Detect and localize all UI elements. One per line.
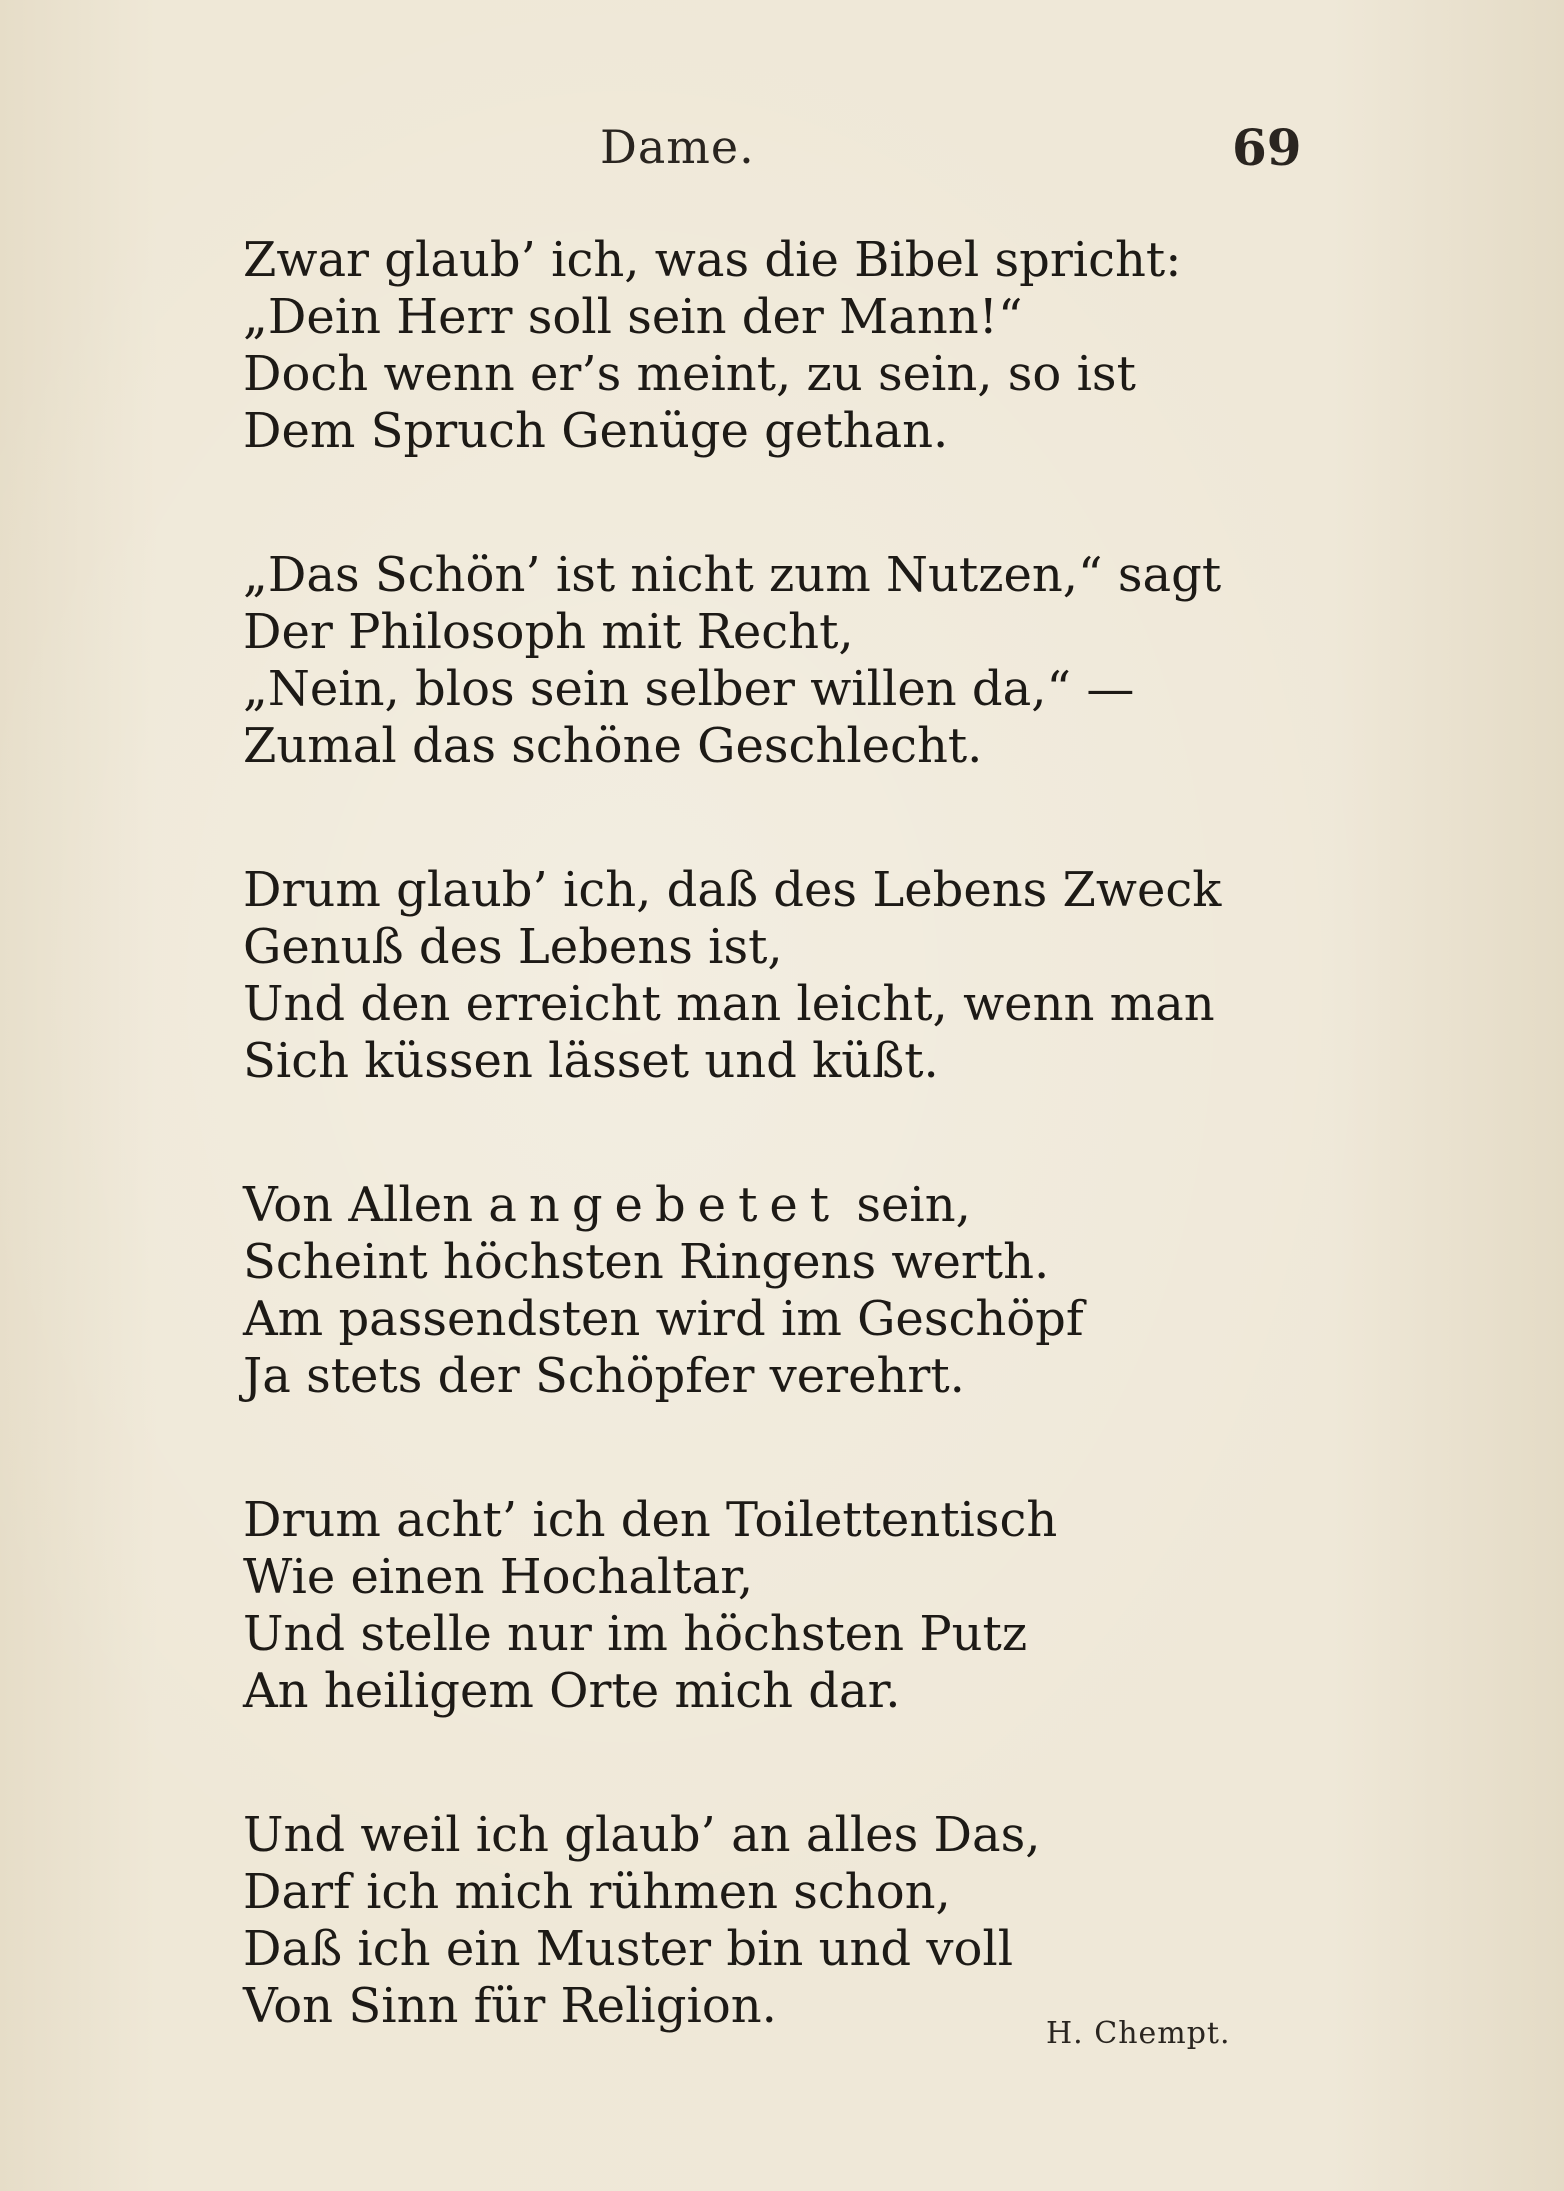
verse-line bbox=[243, 1177, 1243, 1234]
verse-line: Drum glaub’ ich, daß des Lebens Zweck bbox=[243, 862, 1222, 918]
verse-line: Daß ich ein Muster bin und voll bbox=[243, 1921, 1014, 1977]
verse-line: Und weil ich glaub’ an alles Das, bbox=[243, 1807, 1041, 1863]
verse-line: Und den erreicht man leicht, wenn man bbox=[243, 976, 1215, 1032]
verse-line: Am passendsten wird im Geschöpf bbox=[243, 1291, 1084, 1347]
stanza-3 bbox=[243, 862, 1243, 1090]
verse-line: Genuß des Lebens ist, bbox=[243, 919, 783, 975]
verse-line: Drum acht’ ich den Toilettentisch bbox=[243, 1492, 1058, 1548]
spaced-word: angebetet bbox=[488, 1177, 842, 1233]
verse-line: Sich küssen lässet und küßt. bbox=[243, 1033, 939, 1089]
running-title: Dame. bbox=[600, 120, 755, 174]
page-number: 69 bbox=[1232, 118, 1302, 177]
verse-line: Und stelle nur im höchsten Putz bbox=[243, 1606, 1028, 1662]
verse-line-end: sein, bbox=[856, 1177, 971, 1233]
verse-line: Wie einen Hochaltar, bbox=[243, 1549, 754, 1605]
verse-line: „Nein, blos sein selber willen da,“ — bbox=[243, 661, 1135, 717]
verse-line: „Dein Herr soll sein der Mann!“ bbox=[243, 289, 1023, 345]
stanza-5 bbox=[243, 1492, 1243, 1720]
stanza-4 bbox=[243, 1177, 1243, 1405]
stanza-1 bbox=[243, 232, 1243, 460]
verse-line: Darf ich mich rühmen schon, bbox=[243, 1864, 951, 1920]
verse-line-start: Von Allen bbox=[243, 1177, 474, 1233]
verse-line: „Das Schön’ ist nicht zum Nutzen,“ sagt bbox=[243, 547, 1222, 603]
verse-line: Doch wenn er’s meint, zu sein, so ist bbox=[243, 346, 1136, 402]
verse-line: Zwar glaub’ ich, was die Bibel spricht: bbox=[243, 232, 1182, 288]
stanza-6 bbox=[243, 1807, 1243, 2035]
verse-line: Zumal das schöne Geschlecht. bbox=[243, 718, 983, 774]
verse-line: An heiligem Orte mich dar. bbox=[243, 1663, 901, 1719]
verse-line: Der Philosoph mit Recht, bbox=[243, 604, 854, 660]
verse-line: Ja stets der Schöpfer verehrt. bbox=[243, 1348, 965, 1404]
stanza-2 bbox=[243, 547, 1243, 775]
author-signature: H. Chempt. bbox=[1046, 2016, 1231, 2051]
verse-line: Dem Spruch Genüge gethan. bbox=[243, 403, 949, 459]
poem bbox=[243, 232, 1243, 2122]
verse-line: Von Sinn für Religion. bbox=[243, 1978, 777, 2034]
verse-line: Scheint höchsten Ringens werth. bbox=[243, 1234, 1050, 1290]
